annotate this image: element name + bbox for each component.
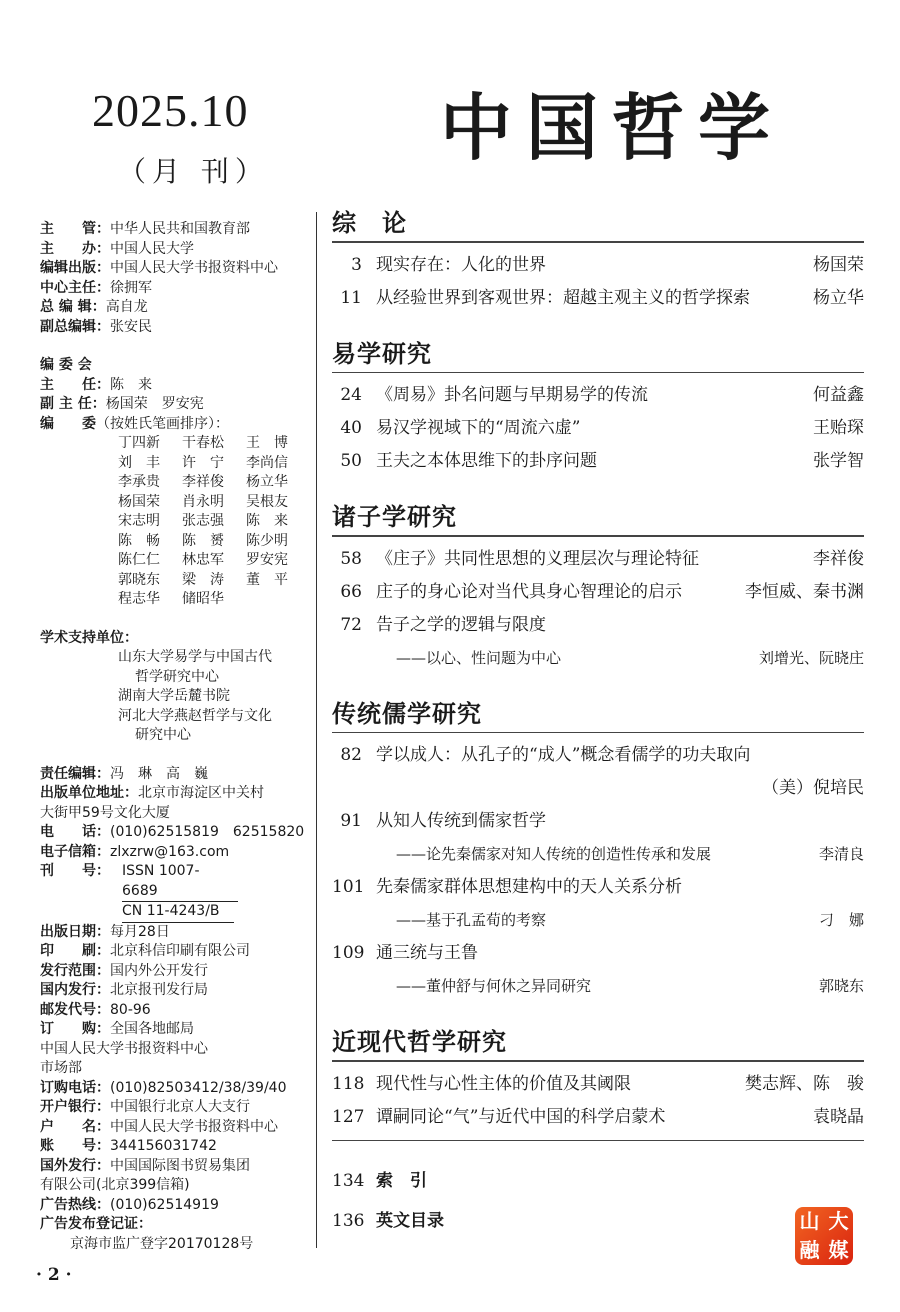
masthead-value: 北京报刊发行局 (110, 982, 208, 998)
masthead-value: 杨国荣 罗安宪 (105, 396, 204, 412)
article-author: 杨立华 (813, 287, 864, 308)
logo-char: 媒 (828, 1238, 849, 1262)
masthead-label: 国内发行： (40, 982, 110, 998)
board-member-name: 肖永明 (182, 493, 224, 510)
page-ref: 58 (340, 548, 362, 569)
masthead-label: 印 刷： (40, 943, 110, 959)
masthead-label: 广告发布登记证： (40, 1216, 152, 1232)
column-divider (316, 212, 317, 1248)
article-author: 李恒威、秦书渊 (745, 581, 864, 602)
media-logo (795, 1207, 853, 1265)
article-subtitle: ——论先秦儒家对知人传统的创造性传承和发展 (396, 845, 712, 863)
masthead-row (40, 376, 318, 396)
section-rule (332, 732, 864, 734)
board-title (40, 356, 318, 376)
toc-entry (332, 412, 864, 445)
toc-entry (332, 805, 864, 838)
masthead-value: 中国人民大学书报资料中心 (110, 260, 278, 276)
magazine-title: 中国哲学 (440, 85, 785, 170)
board-member-name: 李尚信 (246, 454, 288, 471)
masthead-row (40, 1001, 318, 1021)
toc-section (332, 336, 864, 479)
toc-entry (332, 1201, 864, 1241)
issn-row (40, 862, 318, 923)
masthead-label: 订购电话： (40, 1079, 110, 1096)
masthead-row (40, 259, 318, 279)
section-rule (332, 241, 864, 243)
masthead-row (40, 942, 318, 962)
masthead-value: 中国人民大学书报资料中心 (110, 1118, 278, 1135)
article-author: 李祥俊 (813, 548, 864, 569)
spacer (40, 337, 318, 356)
article-title: 现代性与心性主体的价值及其阈限 (376, 1073, 631, 1094)
article-title: 从经验世界到客观世界：超越主观主义的哲学探索 (376, 287, 750, 308)
article-author: 刘增光、阮晓庄 (758, 648, 864, 667)
toc-entry (332, 379, 864, 412)
cn-number: CN 11-4243/B (122, 902, 234, 923)
board-member-name: 杨国荣 (118, 493, 160, 510)
masthead-value: 大街甲59号文化大厦 (40, 804, 170, 821)
logo-char: 大 (828, 1209, 849, 1233)
masthead-label: 出版日期： (40, 923, 110, 940)
masthead-label: 账 号： (40, 1138, 110, 1154)
masthead-label: 编辑出版： (40, 260, 110, 276)
masthead-label: 主 管： (40, 221, 110, 237)
masthead-value: 市场部 (40, 1060, 82, 1076)
toc-entry (332, 576, 864, 609)
masthead-label: 广告热线： (40, 1196, 110, 1213)
support-unit: 山东大学易学与中国古代 (118, 649, 272, 665)
masthead-value: 中国人民大学书报资料中心 (40, 1040, 208, 1057)
toc-entry (332, 249, 864, 282)
article-title: 王夫之本体思维下的卦序问题 (376, 451, 597, 471)
toc-subtitle-row (332, 838, 864, 871)
article-title: 从知人传统到儒家哲学 (376, 811, 546, 831)
masthead-label: 主 办： (40, 240, 110, 257)
support-unit: 哲学研究中心 (135, 668, 219, 685)
toc-entry (332, 739, 864, 772)
masthead-row (40, 923, 318, 943)
masthead-value: 全国各地邮局 (110, 1021, 194, 1037)
article-title: 庄子的身心论对当代具身心智理论的启示 (376, 581, 682, 602)
section-title: 易学研究 (332, 339, 432, 368)
board-member-name: 张志强 (182, 513, 224, 529)
masthead-value: 张安民 (110, 318, 152, 335)
masthead-row (40, 1118, 318, 1138)
masthead-value: zlxzrw@163.com (110, 843, 230, 860)
board-member-name: 杨立华 (246, 474, 288, 490)
page-ref: 24 (340, 385, 362, 405)
article-author: 郭晓东 (818, 977, 864, 995)
masthead-value: 中华人民共和国教育部 (110, 221, 250, 237)
toc-section (332, 1024, 864, 1134)
article-title: 现实存在：人化的世界 (376, 254, 546, 275)
masthead-row (40, 1040, 318, 1060)
back-matter-title: 索 引 (376, 1171, 427, 1191)
masthead-row (40, 1079, 318, 1099)
article-author: 王贻琛 (813, 418, 864, 438)
masthead-row (40, 1137, 318, 1157)
masthead-label: 编 委 (40, 415, 96, 432)
masthead-value: 每月28日 (110, 923, 170, 940)
masthead-label: 总 编 辑： (40, 299, 106, 315)
masthead-label: 责任编辑： (40, 765, 110, 782)
masthead-label: 副 主 任： (40, 396, 106, 412)
article-author: 杨国荣 (813, 254, 864, 275)
toc-subtitle-row (332, 642, 864, 675)
masthead-value: (010)62515819 62515820 (110, 824, 305, 840)
ad-license: 京海市监广登字20170128号 (70, 1235, 254, 1252)
article-author: 樊志辉、陈 骏 (745, 1073, 864, 1094)
article-title: 学以成人：从孔子的“成人”概念看儒学的功夫取向 (376, 745, 751, 765)
masthead-label: 国外发行： (40, 1157, 110, 1174)
masthead-row (40, 765, 318, 785)
page-ref (332, 772, 362, 805)
article-title: 谭嗣同论“气”与近代中国的科学启蒙术 (376, 1106, 666, 1127)
page-ref: 109 (332, 943, 365, 963)
toc-entry (332, 445, 864, 478)
masthead-row (40, 1059, 318, 1079)
toc-back-matter (332, 1161, 864, 1241)
masthead-value: 344156031742 (110, 1138, 217, 1154)
board-member-name: 董 平 (246, 571, 288, 588)
masthead-row (40, 1215, 318, 1235)
masthead-value: 中国国际图书贸易集团 (110, 1157, 250, 1174)
page-ref: 3 (351, 254, 362, 275)
board-member-name: 王 博 (246, 435, 288, 451)
board-member-name: 刘 丰 (118, 454, 160, 471)
masthead-row (40, 804, 318, 824)
logo-char: 山 (799, 1209, 820, 1233)
page-ref: 82 (340, 745, 362, 765)
support-unit: 研究中心 (135, 727, 191, 743)
masthead-label: 发行范围： (40, 962, 110, 979)
page-number: · 2 · (36, 1265, 72, 1285)
support-title-label: 学术支持单位： (40, 629, 138, 646)
board-title-label: 编 委 会 (40, 357, 92, 373)
page-ref: 11 (340, 287, 362, 308)
issn-codes (110, 862, 238, 923)
article-author: 袁晓晶 (813, 1106, 864, 1127)
toc-entry (332, 937, 864, 970)
page-ref: 50 (340, 451, 362, 471)
masthead-row (40, 981, 318, 1001)
article-title (362, 772, 762, 805)
toc-entry (332, 282, 864, 315)
page-ref: 40 (340, 418, 362, 438)
masthead-label: 户 名： (40, 1118, 110, 1135)
section-rule (332, 535, 864, 537)
masthead-value: 中国银行北京人大支行 (110, 1099, 250, 1115)
board-member-name: 储昭华 (182, 591, 224, 607)
section-title: 近现代哲学研究 (332, 1028, 507, 1056)
support-unit: 河北大学燕赵哲学与文化 (118, 707, 272, 724)
masthead-row (40, 240, 318, 260)
board-member-name: 陈仁仁 (118, 552, 160, 568)
masthead-value: 有限公司(北京399信箱) (40, 1177, 190, 1193)
article-author: 李清良 (818, 845, 864, 863)
masthead-row (40, 279, 318, 299)
spacer (40, 746, 318, 765)
toc-entry (332, 871, 864, 904)
masthead-row (40, 823, 318, 843)
masthead-value: 北京市海淀区中关村 (138, 785, 264, 801)
masthead-label: 副总编辑： (40, 318, 110, 335)
masthead-row (40, 1020, 318, 1040)
back-matter-title: 英文目录 (376, 1211, 444, 1231)
page-ref: 118 (332, 1073, 365, 1094)
masthead-label: 电 话： (40, 824, 110, 840)
article-subtitle: ——董仲舒与何休之异同研究 (396, 977, 592, 995)
issn-label: 刊 号： (40, 863, 110, 879)
article-title: 先秦儒家群体思想建构中的天人关系分析 (376, 877, 682, 897)
toc-subtitle-row (332, 904, 864, 937)
masthead-value: （按姓氏笔画排序）： (96, 415, 229, 432)
board-member-name: 吴根友 (246, 493, 288, 510)
section-rule (332, 1060, 864, 1062)
issn-number: ISSN 1007-6689 (122, 862, 238, 902)
toc-entry (332, 543, 864, 576)
support-unit: 湖南大学岳麓书院 (118, 688, 230, 704)
toc-section (332, 696, 864, 1004)
masthead-value: 徐拥军 (110, 279, 152, 296)
article-subtitle: ——以心、性问题为中心 (396, 648, 562, 667)
page-ref: 72 (340, 614, 362, 635)
toc-entry (332, 1068, 864, 1101)
board-member-name: 陈 畅 (118, 532, 160, 549)
board-member-name: 李祥俊 (182, 474, 224, 490)
board-member-name: 陈 来 (246, 513, 288, 529)
masthead-row (40, 1098, 318, 1118)
article-title: 告子之学的逻辑与限度 (376, 614, 546, 635)
masthead-label: 中心主任： (40, 279, 110, 296)
page-ref: 136 (332, 1211, 365, 1231)
article-title: 《庄子》共同性思想的义理层次与理论特征 (376, 548, 699, 569)
masthead-row (40, 220, 318, 240)
toc-entry (332, 772, 864, 805)
toc-subtitle-row (332, 970, 864, 1003)
masthead-label: 开户银行： (40, 1099, 110, 1115)
masthead-row (40, 1176, 318, 1196)
article-title: 易汉学视域下的“周流六虚” (376, 418, 581, 438)
board-member-name: 李承贵 (118, 474, 160, 490)
masthead-value: 高自龙 (105, 299, 148, 315)
logo-char: 融 (799, 1238, 820, 1262)
page-ref: 127 (332, 1106, 365, 1127)
article-author: 张学智 (813, 451, 864, 471)
toc-section (332, 205, 864, 315)
masthead-row (40, 962, 318, 982)
toc-entry (332, 1161, 864, 1201)
masthead-label: 电子信箱： (40, 843, 110, 860)
board-member-name: 丁四新 (118, 435, 160, 451)
article-author: （美）倪培民 (762, 778, 864, 798)
masthead-value: 陈 来 (110, 376, 152, 393)
masthead-value: (010)82503412/38/39/40 (110, 1079, 287, 1096)
board-member-name: 陈 赟 (182, 532, 224, 549)
board-member-name: 陈少明 (246, 532, 288, 549)
masthead-value: 国内外公开发行 (110, 962, 208, 979)
article-author: 何益鑫 (813, 385, 864, 405)
board-members (40, 434, 318, 610)
board-member-name: 许 宁 (182, 454, 224, 471)
masthead-row (40, 395, 318, 415)
masthead-label: 出版单位地址： (40, 785, 138, 801)
board-member-name: 罗安宪 (246, 552, 288, 568)
toc-entry (332, 1101, 864, 1134)
masthead-row (40, 415, 318, 435)
toc-section (332, 499, 864, 675)
spacer (40, 610, 318, 629)
toc-end-rule (332, 1140, 864, 1142)
section-title: 综 论 (332, 209, 407, 237)
issue-date: 2025.10 (92, 85, 249, 136)
board-member-name: 干春松 (182, 435, 224, 451)
page-ref: 66 (340, 581, 362, 602)
board-member-name: 梁 涛 (182, 571, 224, 588)
masthead-row (40, 843, 318, 863)
article-subtitle: ——基于孔孟荀的考察 (396, 911, 547, 929)
masthead (40, 220, 318, 1254)
section-title: 传统儒学研究 (332, 699, 482, 728)
article-title: 《周易》卦名问题与早期易学的传流 (376, 385, 648, 405)
board-member-name: 程志华 (118, 591, 160, 607)
masthead-value: 80-96 (110, 1001, 151, 1018)
masthead-value: 中国人民大学 (110, 240, 194, 257)
issue-frequency: （月 刊） (118, 155, 269, 188)
page-ref: 91 (340, 811, 362, 831)
masthead-value: 冯 琳 高 巍 (110, 765, 208, 782)
section-title: 诸子学研究 (332, 503, 457, 531)
table-of-contents (332, 205, 864, 1241)
masthead-label: 主 任： (40, 376, 110, 393)
board-member-name: 林忠军 (182, 552, 224, 568)
masthead-label: 邮发代号： (40, 1001, 110, 1018)
masthead-row (40, 298, 318, 318)
masthead-label: 订 购： (40, 1021, 110, 1037)
masthead-row (40, 1157, 318, 1177)
article-title: 通三统与王鲁 (376, 943, 478, 963)
article-author: 刁 娜 (818, 911, 864, 929)
masthead-row (40, 318, 318, 338)
page-ref: 101 (332, 877, 365, 897)
masthead-row (40, 784, 318, 804)
board-member-name: 郭晓东 (118, 571, 160, 588)
masthead-row (40, 1196, 318, 1216)
toc-entry (332, 609, 864, 642)
masthead-value: 北京科信印刷有限公司 (110, 943, 250, 959)
masthead-value: (010)62514919 (110, 1196, 219, 1213)
section-rule (332, 372, 864, 374)
page-ref: 134 (332, 1171, 365, 1191)
support-title (40, 629, 318, 649)
board-member-name: 宋志明 (118, 513, 160, 529)
